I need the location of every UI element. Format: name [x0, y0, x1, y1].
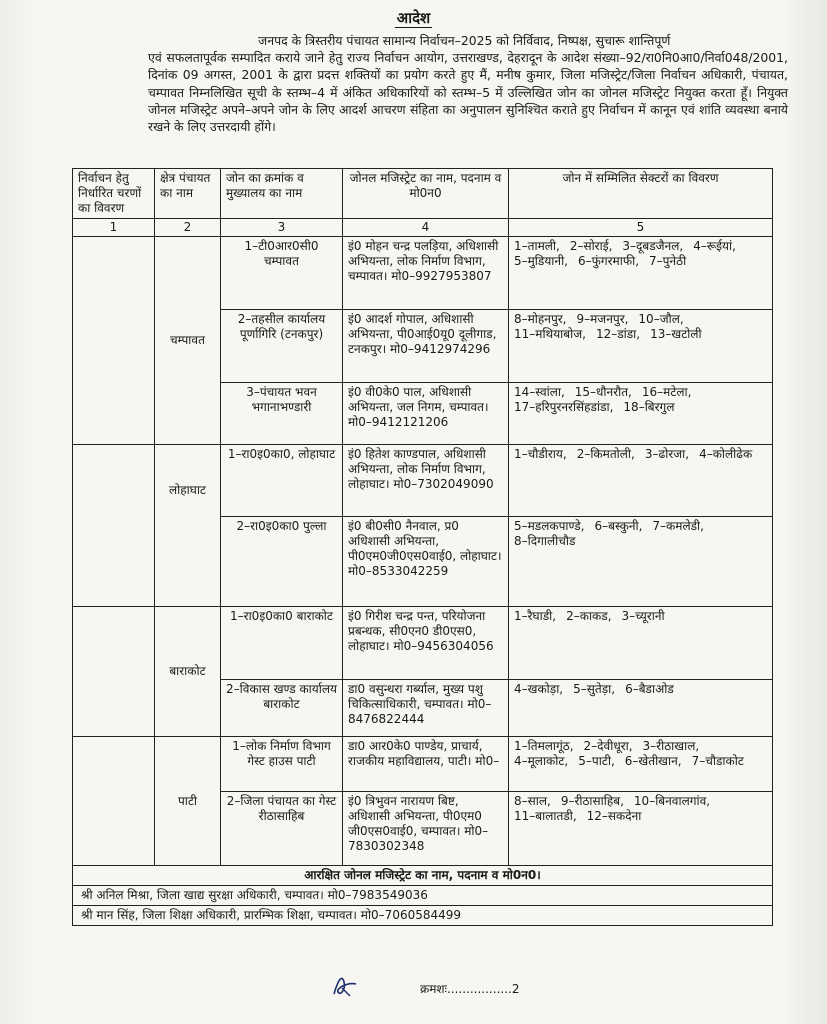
sector-item: 6–बस्कुनी, — [594, 519, 643, 533]
sector-item: 4–खकोड़ा, — [514, 682, 564, 696]
sector-item: 2–सोराई, — [569, 239, 613, 253]
magistrate-cell: इं0 त्रिभुवन नारायण बिष्ट, अधिशासी अभियन्ता, पी0एम0 जी0एस0वाई0, चम्पावत। मो0–7830302348 — [343, 792, 509, 866]
magistrate-cell: इं0 बी0सी0 नैनवाल, प्र0 अधिशासी अभियन्ता, पी0एम0जी0एस0वाई0, लोहाघाट। मो0–8533042259 — [343, 517, 509, 607]
sector-item: 5–पाटी, — [578, 754, 615, 768]
col-number: 2 — [155, 219, 221, 237]
sector-item: 3–ढोरजा, — [644, 447, 690, 461]
phase-cell — [73, 237, 155, 445]
sector-item: 6–बैडाओड — [625, 682, 674, 696]
sectors-cell — [509, 383, 773, 445]
col-header-phase: निर्वाचन हेतु निर्धारित चरणों का विवरण — [73, 169, 155, 219]
sector-item: 16–मटेला, — [641, 385, 692, 399]
sector-item: 6–फुंगरमाफी, — [578, 254, 640, 268]
sectors-cell — [509, 737, 773, 792]
sector-item: 1–रैघाडी, — [514, 609, 557, 623]
reserve-magistrate-1: श्री अनिल मिश्रा, जिला खाद्य सुरक्षा अधिकारी, चम्पावत। मो0–7983549036 — [73, 886, 773, 906]
zone-cell: 2–विकास खण्ड कार्यालय बाराकोट — [221, 680, 343, 737]
sector-item: 5–मडलकपाण्डे, — [514, 519, 585, 533]
sector-item: 2–देवीधूरा, — [583, 739, 633, 753]
zonal-magistrate-table — [72, 168, 773, 926]
zone-cell: 1–टी0आर0सी0 चम्पावत — [221, 237, 343, 310]
signature-mark — [328, 970, 362, 1000]
sector-item: 9–मजनपुर, — [576, 312, 629, 326]
magistrate-cell: इं0 आदर्श गोपाल, अधिशासी अभियन्ता, पी0आई0यू0 दूलीगाड, टनकपुर। मो0–9412974296 — [343, 310, 509, 383]
sectors-cell — [509, 237, 773, 310]
order-paragraph-first-line: जनपद के त्रिस्तरीय पंचायत सामान्य निर्वाचन–2025 को निर्विवाद, निष्पक्ष, सुचारू शान्तिपूर्ण — [258, 33, 671, 48]
col-header-sectors: जोन में सम्मिलित सेक्टरों का विवरण — [509, 169, 773, 219]
reserve-heading: आरक्षित जोनल मजिस्ट्रेट का नाम, पदनाम व मो0न0। — [73, 866, 773, 886]
sector-item: 11–बालातडी, — [514, 809, 577, 823]
sector-item: 8–मोहनपुर, — [514, 312, 567, 326]
sector-item: 1–चौडीराय, — [514, 447, 567, 461]
zone-cell: 2–जिला पंचायत का गेस्ट रीठासाहिब — [221, 792, 343, 866]
sector-item: 6–खेतीखान, — [624, 754, 682, 768]
col-number: 3 — [221, 219, 343, 237]
magistrate-cell: डा0 वसुन्धरा गर्ब्याल, मुख्य पशु चिकित्साधिकारी, चम्पावत। मो0–8476822444 — [343, 680, 509, 737]
col-number: 5 — [509, 219, 773, 237]
magistrate-cell: इं0 गिरीश चन्द्र पन्त, परियोजना प्रबन्धक, सी0एन0 डी0एस0, लोहाघाट। मो0–9456304056 — [343, 607, 509, 680]
sector-item: 13–खटोली — [650, 327, 702, 341]
sector-item: 14–स्वांला, — [514, 385, 565, 399]
sector-item: 1–तामली, — [514, 239, 560, 253]
sectors-cell — [509, 445, 773, 517]
sector-item: 2–काकड, — [566, 609, 612, 623]
zone-cell: 1–लोक निर्माण विभाग गेस्ट हाउस पाटी — [221, 737, 343, 792]
block-name-barakot: बाराकोट — [155, 607, 221, 737]
sector-item: 4–कोलीढेक — [699, 447, 753, 461]
order-body — [148, 32, 788, 135]
reserve-heading-row — [73, 866, 773, 886]
sector-item: 3–दूबडजैनल, — [622, 239, 684, 253]
sector-item: 1–तिमलागूंठ, — [514, 739, 574, 753]
phase-cell — [73, 445, 155, 607]
sector-item: 12–डांडा, — [595, 327, 641, 341]
sector-item: 12–सकदेना — [586, 809, 642, 823]
reserve-magistrate-2: श्री मान सिंह, जिला शिक्षा अधिकारी, प्रारम्भिक शिक्षा, चम्पावत। मो0–7060584499 — [73, 906, 773, 926]
zone-cell: 1–रा0इ0का0, लोहाघाट — [221, 445, 343, 517]
sector-item: 7–पुनेठी — [649, 254, 687, 268]
sector-item: 7–कमलेडी, — [652, 519, 704, 533]
sector-item: 2–किमतोली, — [576, 447, 635, 461]
column-number-row — [73, 219, 773, 237]
sector-item: 9–रीठासाहिब, — [560, 794, 624, 808]
sectors-cell — [509, 680, 773, 737]
zone-cell: 2–रा0इ0का0 पुल्ला — [221, 517, 343, 607]
table-header-row — [73, 169, 773, 219]
table-row — [73, 607, 773, 680]
zone-cell: 1–रा0इ0का0 बाराकोट — [221, 607, 343, 680]
col-header-magistrate: जोनल मजिस्ट्रेट का नाम, पदनाम व मो0न0 — [343, 169, 509, 219]
phase-cell — [73, 607, 155, 737]
continued-marker: क्रमशः.................2 — [420, 982, 520, 996]
sectors-cell — [509, 792, 773, 866]
sector-item: 4–रूईयां, — [693, 239, 736, 253]
magistrate-cell: इं0 हितेश काण्डपाल, अधिशासी अभियन्ता, लोक निर्माण विभाग, लोहाघाट। मो0–7302049090 — [343, 445, 509, 517]
reserve-row — [73, 906, 773, 926]
sector-item: 15–धौनरौत, — [574, 385, 632, 399]
sector-item: 18–बिरगुल — [623, 400, 675, 414]
block-name-champawat: चम्पावत — [155, 237, 221, 445]
sector-item: 7–चौडाकोट — [691, 754, 744, 768]
sectors-cell — [509, 607, 773, 680]
sector-item: 3–च्यूरानी — [621, 609, 665, 623]
table-row — [73, 237, 773, 310]
sectors-cell — [509, 517, 773, 607]
sector-item: 11–मथियाबोज, — [514, 327, 586, 341]
col-header-zone: जोन का क्रमांक व मुख्यालय का नाम — [221, 169, 343, 219]
col-number: 4 — [343, 219, 509, 237]
magistrate-cell: डा0 आर0के0 पाण्डेय, प्राचार्य, राजकीय महाविद्यालय, पाटी। मो0– — [343, 737, 509, 792]
zone-cell: 2–तहसील कार्यालय पूर्णागिरि (टनकपुर) — [221, 310, 343, 383]
sector-item: 10–बिनवालगांव, — [633, 794, 711, 808]
sector-item: 8–दिगालीचौड — [514, 534, 576, 548]
block-name-pati: पाटी — [155, 737, 221, 866]
sector-item: 17–हरिपुरनरसिंहडांडा, — [514, 400, 614, 414]
sector-item: 8–साल, — [514, 794, 551, 808]
zone-cell: 3–पंचायत भवन भगानाभण्डारी — [221, 383, 343, 445]
order-paragraph: एवं सफलतापूर्वक सम्पादित कराये जाने हेतु राज्य निर्वाचन आयोग, उत्तराखण्ड, देहरादून के आदेश संख्या–92/रा0नि0आ0/निर्वा048/2001, दिनांक 09 अगस्त, 2001 के द्वारा प्रदत्त शक्तियों का प्रयोग करते हुए मैं, मनीष कुमार, जिला मजिस्ट्रेट/जिला निर्वाचन अधिकारी, पंचायत, चम्पावत निम्नलिखित सूची के स्तम्भ–4 में अंकित अधिकारियों को स्तम्भ–5 में उल्लिखित जोन का जोनल मजिस्ट्रेट नियुक्त करता हूँ। नियुक्त जोनल मजिस्ट्रेट अपने–अपने जोन के लिए आदर्श आचरण संहिता का अनुपालन सुनिश्चित कराते हुए निर्वाचन में कानून एवं शांति व्यवस्था बनाये रखने के लिए उत्तरदायी होंगे। — [148, 50, 788, 135]
reserve-row — [73, 886, 773, 906]
sectors-cell — [509, 310, 773, 383]
sector-item: 5–सुतेड़ा, — [573, 682, 616, 696]
table-row — [73, 445, 773, 517]
order-title: आदेश — [396, 9, 431, 27]
sector-item: 10–जौल, — [638, 312, 684, 326]
magistrate-cell: इं0 वी0के0 पाल, अधिशासी अभियन्ता, जल निगम, चम्पावत। मो0–9412121206 — [343, 383, 509, 445]
table-row — [73, 737, 773, 792]
sector-item: 5–मुडियानी, — [514, 254, 568, 268]
col-number: 1 — [73, 219, 155, 237]
sector-item: 3–रीठाखाल, — [642, 739, 700, 753]
sector-item: 4–मूलाकोट, — [514, 754, 569, 768]
block-name-lohaghat: लोहाघाट — [155, 445, 221, 607]
phase-cell — [73, 737, 155, 866]
magistrate-cell: इं0 मोहन चन्द्र पलड़िया, अधिशासी अभियन्ता, लोक निर्माण विभाग, चम्पावत। मो0–9927953807 — [343, 237, 509, 310]
col-header-block: क्षेत्र पंचायत का नाम — [155, 169, 221, 219]
